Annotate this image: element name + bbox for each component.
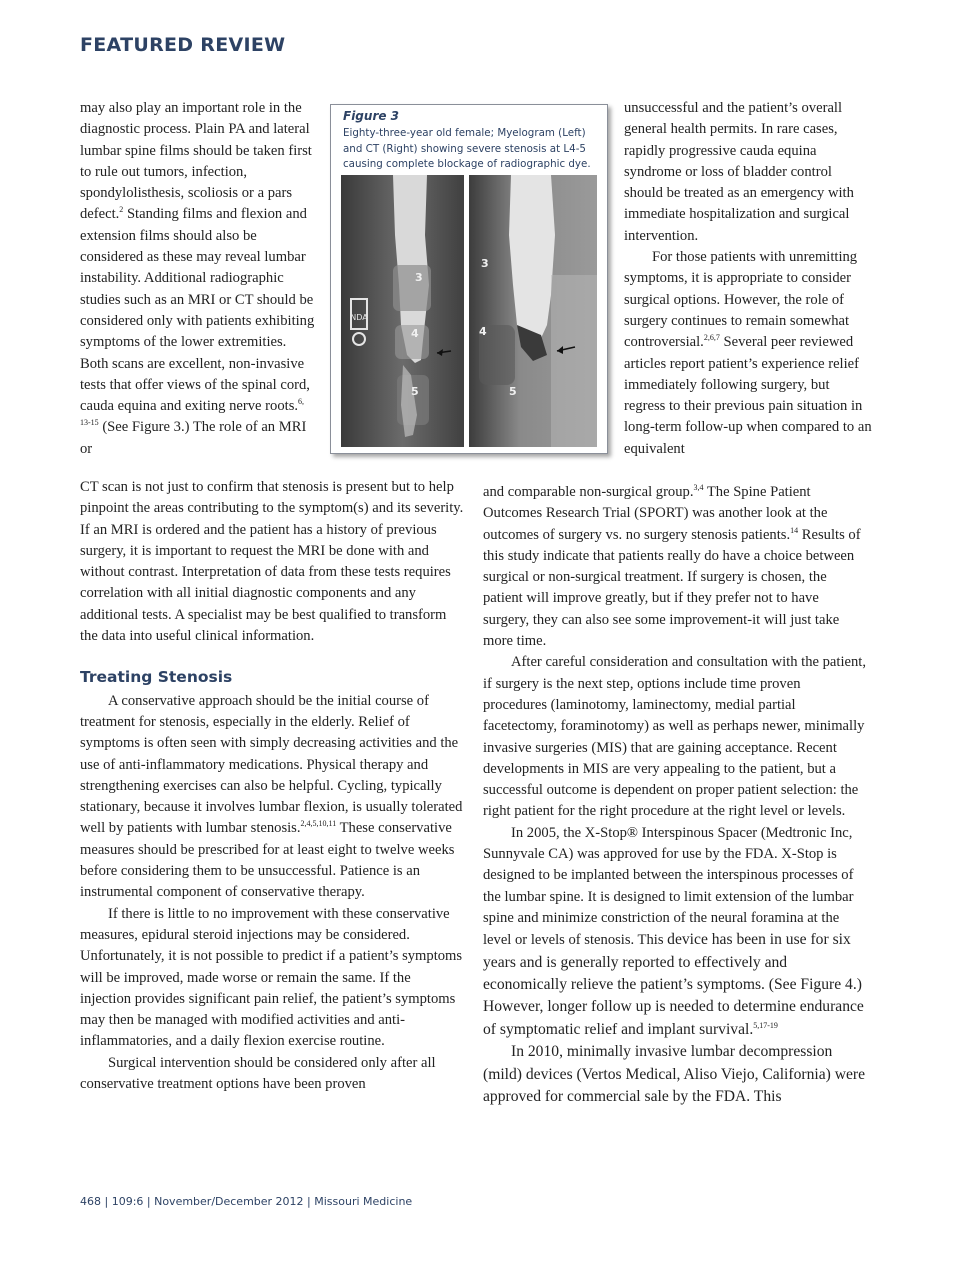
level-label: 4 [479, 325, 487, 338]
citation: 5,17-19 [753, 1020, 778, 1030]
figure-caption: Eighty-three-year old female; Myelogram (Left) and CT (Right) showing severe stenosis at L4-5 causing complete blockage of radiographic dye. [343, 127, 591, 170]
level-label: 4 [411, 327, 419, 340]
paragraph: may also play an important role in the diagnostic process. Plain PA and lateral lumbar spine films should be taken first to rule out tumors, infection, spondylolisthesis, scoliosis or a pars defect.$^2$ Standing films and flexion and extension films should also be considered as these may reveal lumbar instability. Additional radiographic studies such as an MRI or CT should be considered only with patients exhibiting symptoms of the lower extremities. Both scans are excellent, non-invasive tests that offer views of the spinal cord, cauda equina and exiting nerve roots.$^{6, 13-15}$ (See Figure 3.) The role of an MRI or [80, 100, 315, 457]
left-column-bottom [80, 477, 464, 1095]
myelogram-image [341, 175, 464, 447]
section-label: FEATURED REVIEW [80, 34, 286, 56]
figure-label: Figure 3 [343, 109, 400, 123]
left-column-top [80, 98, 316, 460]
section-heading: Treating Stenosis [80, 668, 233, 687]
paragraph: After careful consideration and consultation with the patient, if surgery is the next step, options include time proven procedures (laminotomy, laminectomy, medial partial facetectomy, foraminotomy) as well as perhaps newer, minimally invasive surgeries (MIS) that are gaining acceptance. Recent developments in MIS are very appealing to the patient, but a successful outcome is dependent on proper patient selection: the right patient for the right procedure at the right level or levels. [483, 654, 866, 820]
citation: 14 [790, 525, 799, 535]
level-label: 5 [411, 385, 419, 398]
level-label: 5 [509, 385, 517, 398]
xray-images [341, 175, 597, 447]
ct-image [469, 175, 597, 447]
citation: 2,4,5,10,11 [300, 819, 337, 829]
citation: 2 [119, 205, 124, 215]
level-label: 3 [415, 271, 423, 284]
figure-3 [330, 104, 608, 454]
citation: 3,4 [693, 483, 704, 492]
marker-text: NDA [350, 313, 368, 322]
paragraph: CT scan is not just to confirm that stenosis is present but to help pinpoint the areas contributing to the symptom(s) and its severity. If an MRI is ordered and the patient has a history of previous surgery, it is important to request the MRI be done with and without contrast. Interpretation of data from these tests requires correlation with all initial diagnostic components and any additional tests. A specialist may be best qualified to transform the data into useful clinical information. [80, 479, 464, 645]
paragraph: If there is little to no improvement with these conservative measures, epidural steroid injections may be considered. Unfortunately, it is not possible to predict if a patient’s symptoms will be improved, made worse or remain the same. If the injection provides significant pain relief, the patient’s symptoms may then be managed with modified activities and anti-inflammatories, and a daily flexion exercise routine. [80, 905, 463, 1050]
level-label: 3 [481, 257, 489, 270]
paragraph: and comparable non-surgical group.$^{3,4}$ The Spine Patient Outcomes Research Trial (SPORT) was another look at the outcomes of surgery vs. no surgery stenosis patients.$^{14}$ Results of this study indicate that patients really do have a choice between surgical or non-surgical treatment. If surgery is chosen, the patient will improve greatly, but if they prefer not to have surgery, they can also see some improvement-it will just take more time. [483, 483, 861, 650]
paragraph: A conservative approach should be the initial course of treatment for stenosis, especially in the elderly. Relief of symptoms is often seen with simply decreasing activities and the use of anti-inflammatory medications. Physical therapy and strengthening exercises can also be helpful. Cycling, typically stationary, because it involves lumbar flexion, is usually tolerated well by patients with lumbar stenosis.$^{2,4,5,10,11}$ These conservative measures should be prescribed for at least eight to twelve weeks before considering them to be unsuccessful. Patience is an instrumental component of conservative therapy. [80, 692, 463, 901]
paragraph: unsuccessful and the patient’s overall general health permits. In rare cases, rapidly progressive cauda equina syndrome or loss of bladder control should be treated as an emergency with immediate hospitalization and surgical intervention. [624, 100, 854, 244]
citation: 2,6,7 [703, 333, 720, 343]
paragraph: For those patients with unremitting symptoms, it is appropriate to consider surgical options. However, the role of surgery continues to remain somewhat controversial.$^{2,6,7}$ Several peer reviewed articles report patient’s experience relief immediately following surgery, but regress to their previous pain situation in long-term follow-up when compared to an equivalent [624, 249, 872, 457]
paragraph: In 2010, minimally invasive lumbar decompression (mild) devices (Vertos Medical, Aliso Viejo, California) were approved for commercial sale by the FDA. This [483, 1043, 866, 1106]
right-column-bottom [483, 482, 868, 1108]
citation: 6, 13-15 [80, 397, 305, 428]
page-footer: 468 | 109:6 | November/December 2012 | Missouri Medicine [80, 1195, 413, 1208]
right-column-top [624, 98, 874, 460]
paragraph: In 2005, the X-Stop® Interspinous Spacer (Medtronic Inc, Sunnyvale CA) was approved for use by the FDA. X-Stop is designed to be implanted between the interspinous processes of the lumbar spine. It is designed to limit extension of the lumbar spine and minimize constriction of the neural foramina at the level or levels of stenosis. This device has been in use for six years and is generally reported to effectively and economically relieve the patient’s symptoms. (See Figure 4.) However, longer follow up is needed to determine endurance of symptomatic relief and implant survival.$^{5,17-19}$ [483, 824, 864, 1038]
paragraph: Surgical intervention should be considered only after all conservative treatment options have been proven [80, 1054, 436, 1093]
